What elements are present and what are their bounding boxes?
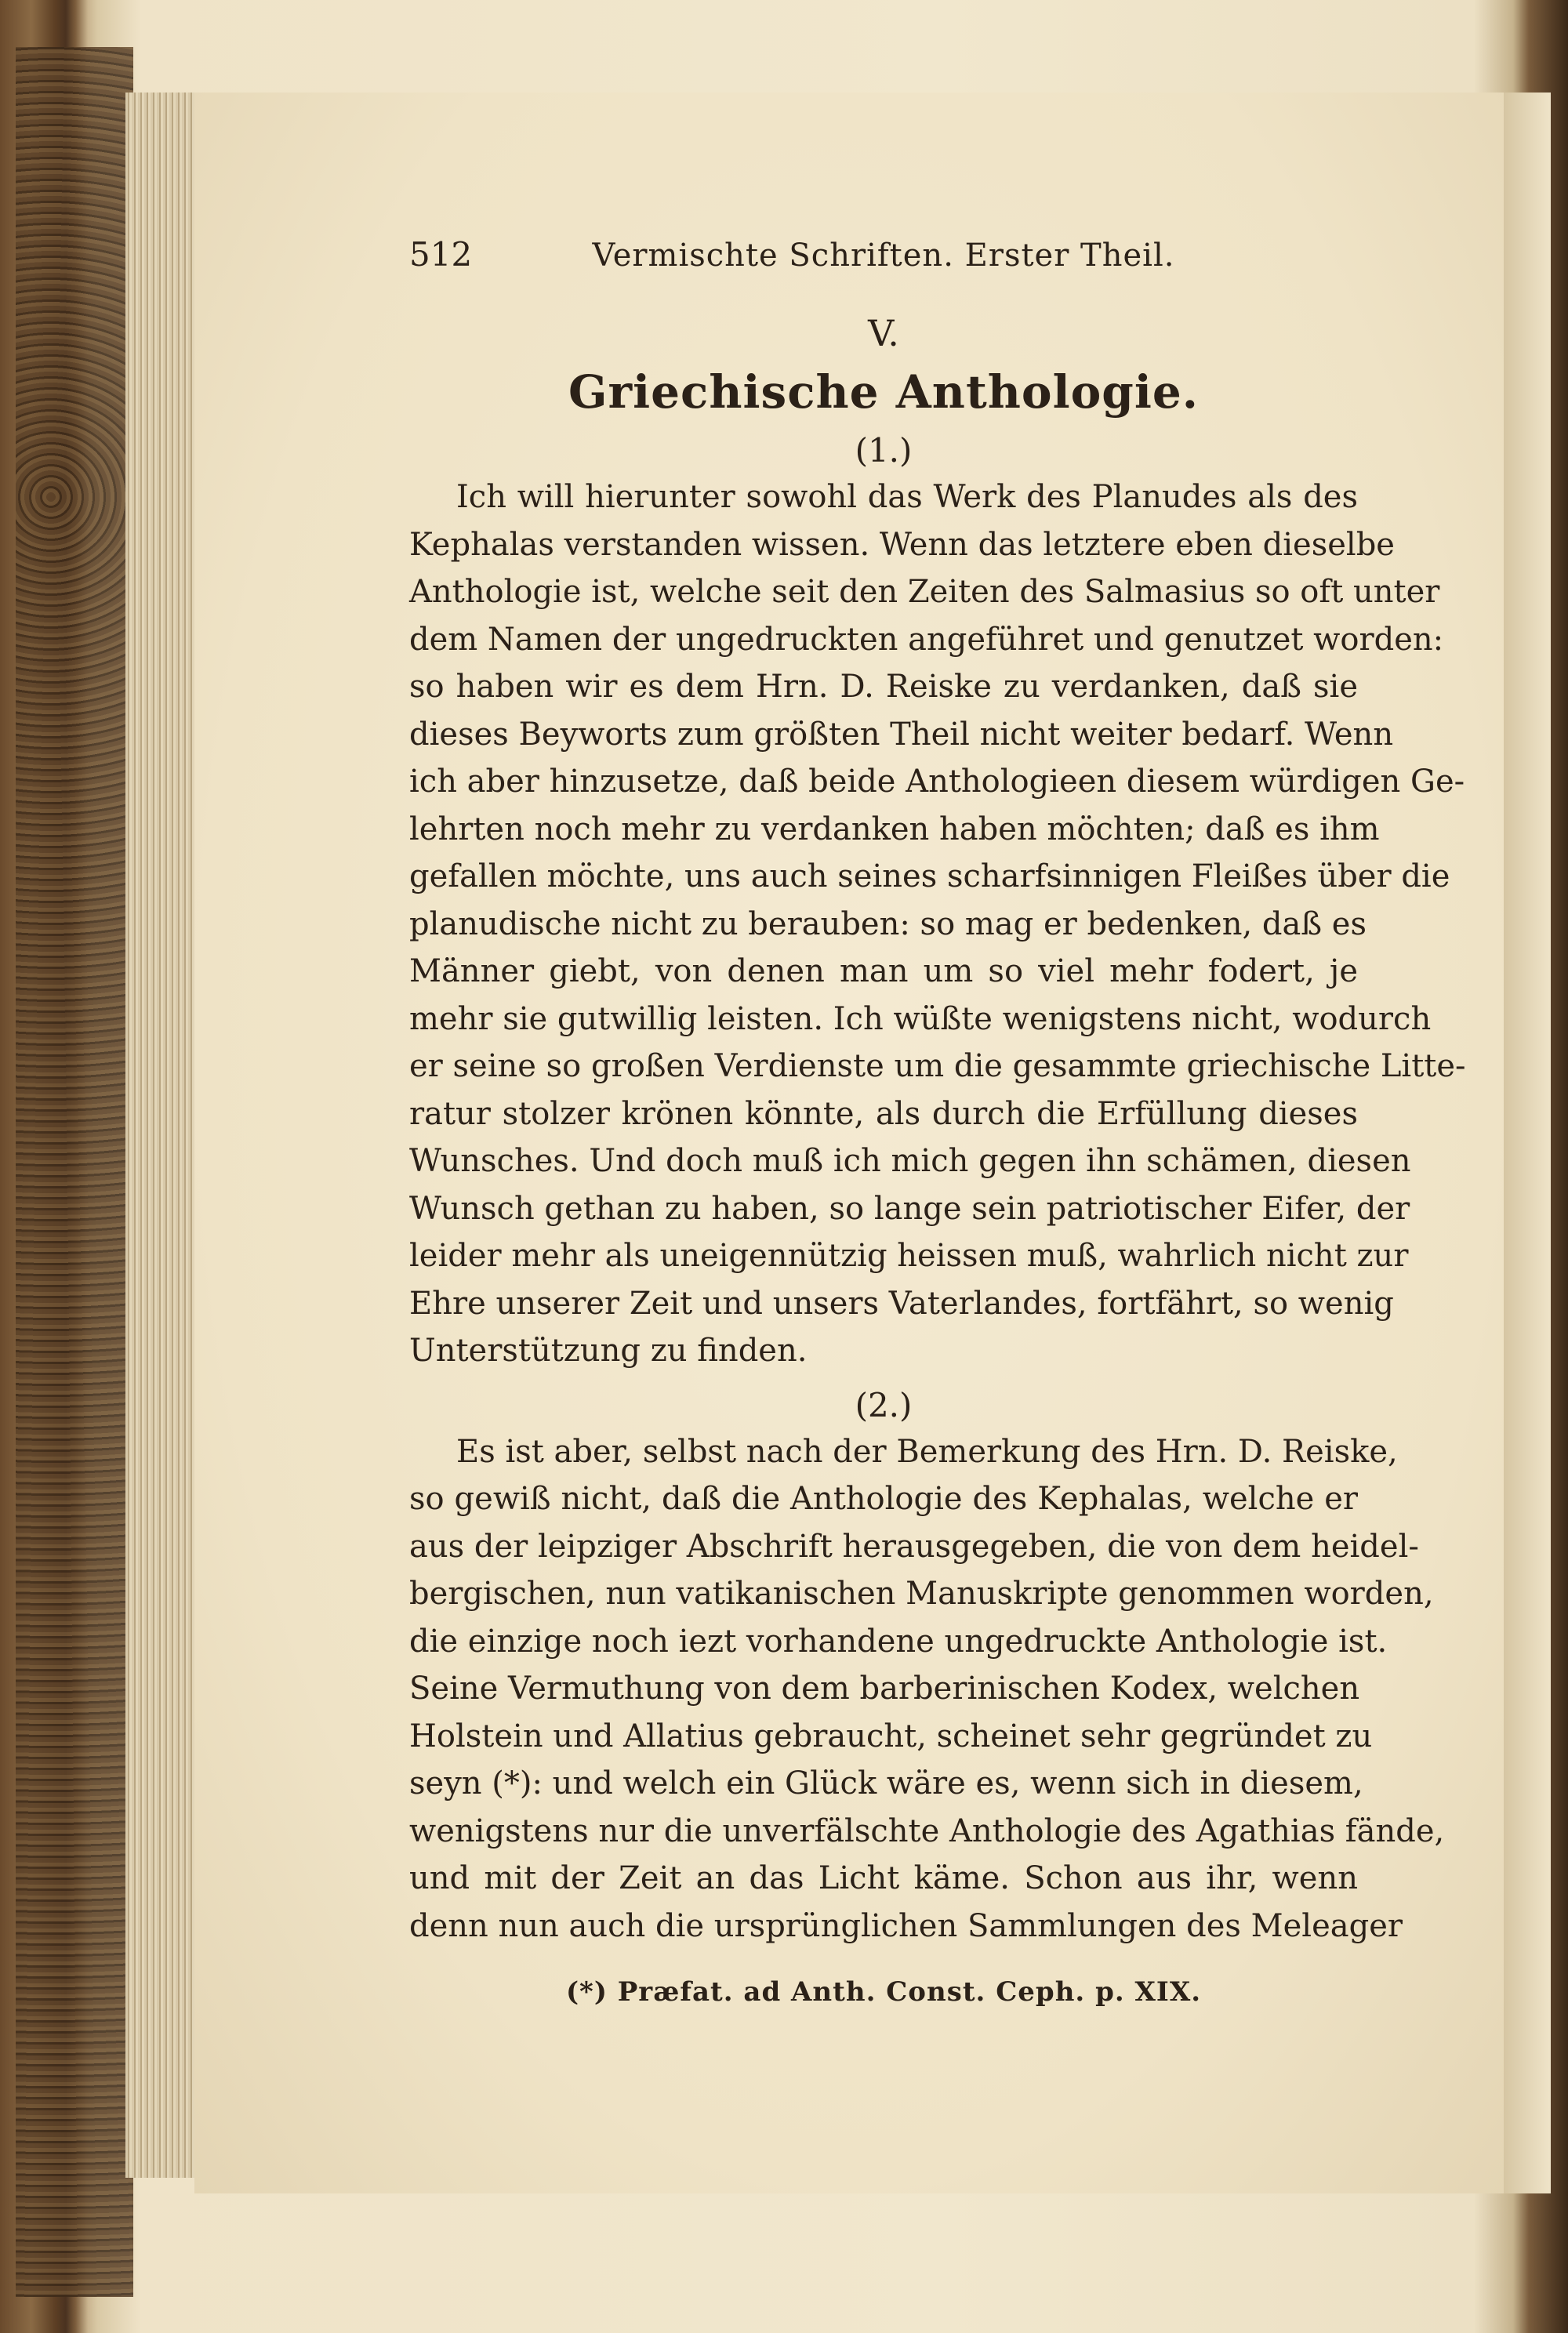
page-number: 512 — [409, 235, 473, 274]
text-line: Wunsches. Und doch muß ich mich gegen ihn schämen, diesen — [409, 1143, 1411, 1179]
text-line: mehr sie gutwillig leisten. Ich wüßte wenigstens nicht, wodurch — [409, 1000, 1432, 1037]
section-title: Griechische Anthologie. — [568, 365, 1199, 419]
text-line: gefallen möchte, uns auch seines scharfsinnigen Fleißes über die — [409, 858, 1450, 894]
text-line: bergischen, nun vatikanischen Manuskripte genommen worden, — [409, 1576, 1434, 1612]
paragraph-number: (2.) — [855, 1385, 913, 1424]
text-line: Männer giebt, von denen man um so viel mehr fodert, je — [409, 953, 1358, 989]
text-line: dem Namen der ungedruckten angeführet und genutzet worden: — [409, 621, 1444, 658]
text-line: seyn (*): und welch ein Glück wäre es, wenn sich in diesem, — [409, 1765, 1363, 1801]
text-line: ratur stolzer krönen könnte, als durch die Erfüllung dieses — [409, 1095, 1358, 1132]
text-line: er seine so großen Verdienste um die gesammte griechische Litte- — [409, 1048, 1466, 1084]
text-line: Holstein und Allatius gebraucht, scheinet sehr gegründet zu — [409, 1718, 1373, 1754]
paragraph-1 — [409, 473, 1466, 1375]
text-line: planudische nicht zu berauben: so mag er bedenken, daß es — [409, 905, 1367, 942]
text-line: Ich will hierunter sowohl das Werk des Planudes als des — [456, 479, 1358, 515]
running-head — [409, 235, 1358, 282]
text-line: und mit der Zeit an das Licht käme. Schon aus ihr, wenn — [409, 1860, 1358, 1896]
text-line: so gewiß nicht, daß die Anthologie des Kephalas, welche er — [409, 1481, 1358, 1517]
paragraph-2 — [409, 1428, 1445, 1950]
text-line: dieses Beyworts zum größten Theil nicht weiter bedarf. Wenn — [409, 716, 1394, 753]
text-line: Anthologie ist, welche seit den Zeiten des Salmasius so oft unter — [409, 574, 1440, 610]
text-line: Ehre unserer Zeit und unsers Vaterlandes, fortfährt, so wenig — [409, 1285, 1394, 1322]
text-line: Seine Vermuthung von dem barberinischen Kodex, welchen — [409, 1671, 1360, 1707]
page-edges — [125, 93, 196, 2178]
page-text-block — [409, 235, 1466, 2008]
text-line: denn nun auch die ursprünglichen Sammlungen des Meleager — [409, 1907, 1403, 1944]
text-line: Unterstützung zu finden. — [409, 1333, 808, 1369]
paragraph-number: (1.) — [855, 431, 913, 470]
text-line: so haben wir es dem Hrn. D. Reiske zu verdanken, daß sie — [409, 669, 1358, 705]
running-title: Vermischte Schriften. Erster Theil. — [592, 238, 1175, 274]
marbled-cover-edge — [16, 47, 133, 2297]
text-line: Wunsch gethan zu haben, so lange sein patriotischer Eifer, der — [409, 1190, 1410, 1227]
text-line: wenigstens nur die unverfälschte Anthologie des Agathias fände, — [409, 1812, 1445, 1849]
text-line: ich aber hinzusetze, daß beide Anthologieen diesem würdigen Ge- — [409, 764, 1465, 800]
section-numeral: V. — [868, 312, 899, 354]
text-line: aus der leipziger Abschrift herausgegeben, die von dem heidel- — [409, 1528, 1419, 1565]
text-line: Es ist aber, selbst nach der Bemerkung des Hrn. D. Reiske, — [456, 1433, 1398, 1470]
text-line: leider mehr als uneigennützig heissen muß, wahrlich nicht zur — [409, 1238, 1409, 1274]
footnote: (*) Præfat. ad Anth. Const. Ceph. p. XIX. — [565, 1976, 1202, 2008]
text-line: die einzige noch iezt vorhandene ungedruckte Anthologie ist. — [409, 1623, 1388, 1660]
facing-page-edge — [1504, 93, 1551, 2193]
text-line: Kephalas verstanden wissen. Wenn das letztere eben dieselbe — [409, 526, 1395, 563]
text-line: lehrten noch mehr zu verdanken haben möchten; daß es ihm — [409, 811, 1380, 847]
